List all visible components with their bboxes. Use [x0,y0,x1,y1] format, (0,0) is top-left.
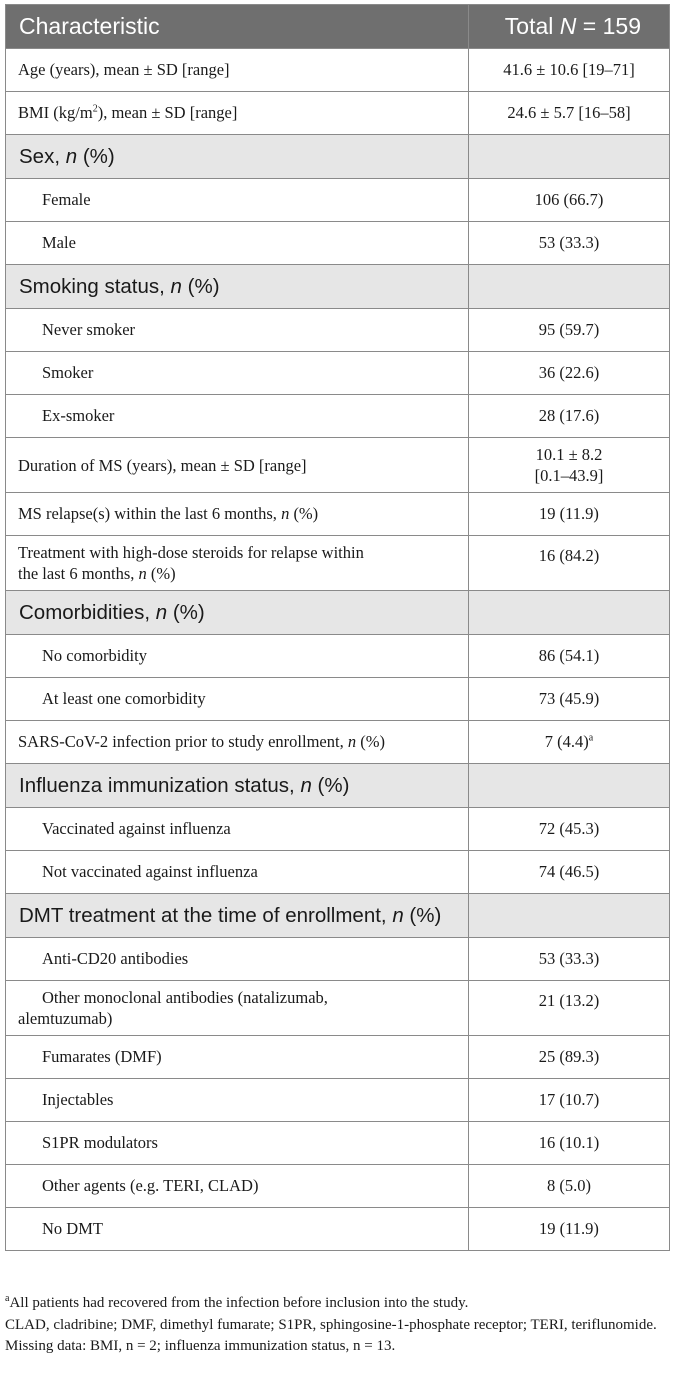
section-header-sex [6,135,670,179]
table-footnotes [5,1293,669,1358]
row-value: 19 (11.9) [469,493,670,536]
row-label: Female [6,179,469,222]
table-row-age [6,49,670,92]
table-row-ms-relapse [6,493,670,536]
section-label: DMT treatment at the time of enrollment, n (%) [6,894,469,938]
row-value: 53 (33.3) [469,222,670,265]
section-label: Sex, n (%) [6,135,469,179]
table-row-vaccinated [6,808,670,851]
row-value: 10.1 ± 8.2 [0.1–43.9] [469,438,670,493]
row-label: Anti-CD20 antibodies [6,938,469,981]
section-label: Comorbidities, n (%) [6,591,469,635]
section-header-influenza [6,764,670,808]
row-label: Injectables [6,1079,469,1122]
table-row-other-mab [6,981,670,1036]
row-value: 21 (13.2) [469,981,670,1036]
section-blank-cell [469,265,670,309]
row-value: 86 (54.1) [469,635,670,678]
row-label: Vaccinated against influenza [6,808,469,851]
section-blank-cell [469,591,670,635]
table-row-steroids [6,536,670,591]
section-blank-cell [469,764,670,808]
row-label: Male [6,222,469,265]
row-label: SARS-CoV-2 infection prior to study enrollment, n (%) [6,721,469,764]
row-label: Duration of MS (years), mean ± SD [range] [6,438,469,493]
section-label: Influenza immunization status, n (%) [6,764,469,808]
row-label: Never smoker [6,309,469,352]
row-value: 24.6 ± 5.7 [16–58] [469,92,670,135]
table-row-not-vaccinated [6,851,670,894]
row-value: 25 (89.3) [469,1036,670,1079]
row-value: 16 (84.2) [469,536,670,591]
row-label: S1PR modulators [6,1122,469,1165]
row-label: No DMT [6,1208,469,1251]
table-header-row [6,5,670,49]
row-label: MS relapse(s) within the last 6 months, n (%) [6,493,469,536]
row-label: Other monoclonal antibodies (natalizumab, alemtuzumab) [6,981,469,1036]
row-label: Smoker [6,352,469,395]
row-label: No comorbidity [6,635,469,678]
table-row-ex-smoker [6,395,670,438]
row-label: Not vaccinated against influenza [6,851,469,894]
row-label: BMI $(kg/m^2)$, mean ± SD [range] [6,92,469,135]
section-header-comorbidities [6,591,670,635]
row-value: 19 (11.9) [469,1208,670,1251]
row-value: 28 (17.6) [469,395,670,438]
table-row-never-smoker [6,309,670,352]
section-header-smoking [6,265,670,309]
table-row-male [6,222,670,265]
row-value: 95 (59.7) [469,309,670,352]
row-value: 36 (22.6) [469,352,670,395]
row-label: At least one comorbidity [6,678,469,721]
header-characteristic: Characteristic [6,5,469,49]
row-value: 8 (5.0) [469,1165,670,1208]
row-value: 53 (33.3) [469,938,670,981]
row-label: Ex-smoker [6,395,469,438]
footnote-a: $^a$All patients had recovered from the infection before inclusion into the study. [5,1293,469,1311]
table-row-bmi [6,92,670,135]
table-row-injectables [6,1079,670,1122]
row-value: 17 (10.7) [469,1079,670,1122]
row-label: Age (years), mean ± SD [range] [6,49,469,92]
row-value: 72 (45.3) [469,808,670,851]
row-value: 74 (46.5) [469,851,670,894]
table-row-no-dmt [6,1208,670,1251]
section-header-dmt [6,894,670,938]
characteristics-table [5,4,670,1251]
header-total: Total N = 159 [469,5,670,49]
table-row-smoker [6,352,670,395]
table-row-s1pr [6,1122,670,1165]
row-value: 73 (45.9) [469,678,670,721]
footnote-missing-data: Missing data: BMI, n = 2; influenza immunization status, n = 13. [5,1338,396,1354]
row-label: Treatment with high-dose steroids for relapse within the last 6 months, n (%) [6,536,469,591]
row-label: Other agents (e.g. TERI, CLAD) [6,1165,469,1208]
row-value: 16 (10.1) [469,1122,670,1165]
row-value: 41.6 ± 10.6 [19–71] [469,49,670,92]
footnote-abbreviations: CLAD, cladribine; DMF, dimethyl fumarate; S1PR, sphingosine-1-phosphate receptor; TERI, teriflunomide. [5,1316,657,1333]
table-row-fumarates [6,1036,670,1079]
row-label: Fumarates (DMF) [6,1036,469,1079]
row-value: 7 $(4.4)^a$ [469,721,670,764]
table-row-duration-ms [6,438,670,493]
table-row-no-comorbidity [6,635,670,678]
section-blank-cell [469,894,670,938]
section-label: Smoking status, n (%) [6,265,469,309]
table-row-sars [6,721,670,764]
table-row-female [6,179,670,222]
table-row-one-comorbidity [6,678,670,721]
table-row-anti-cd20 [6,938,670,981]
table-row-other-agents [6,1165,670,1208]
section-blank-cell [469,135,670,179]
row-value: 106 (66.7) [469,179,670,222]
